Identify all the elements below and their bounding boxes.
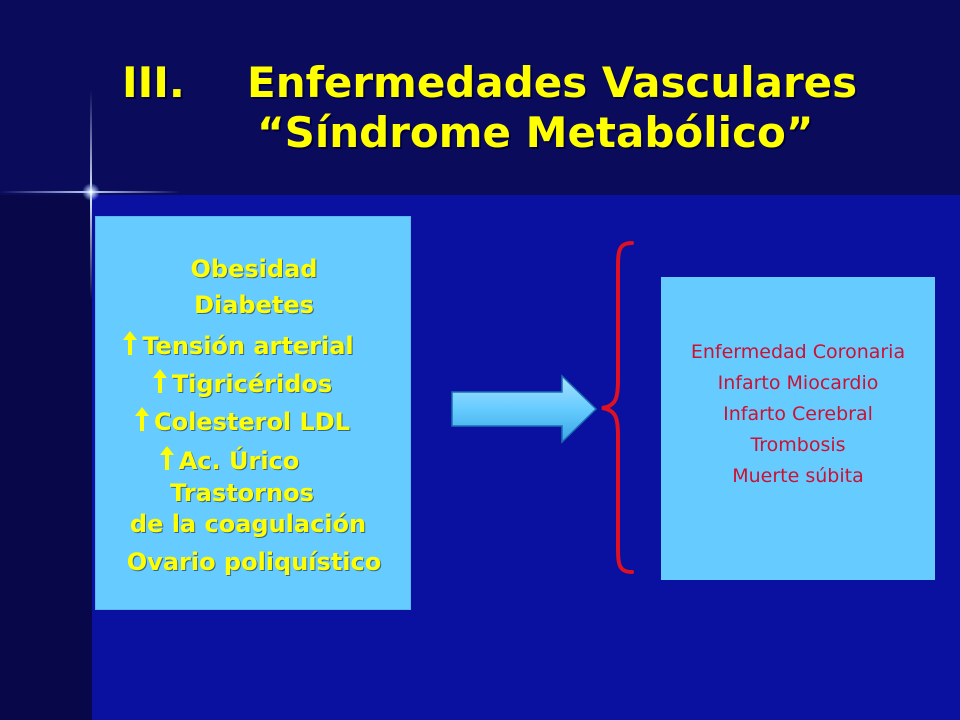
risk-factor-item: Obesidad [190,255,318,283]
title-line-2: “Síndrome Metabólico” [257,108,814,157]
up-arrow-icon [122,330,138,356]
risk-factor-item: Tigricéridos [84,368,400,398]
risk-factor-item: Ovario poliquístico [126,548,382,576]
curly-brace-icon [596,240,636,575]
risk-factor-item: Colesterol LDL [84,406,400,436]
risk-factor-item: Ac. Úrico [71,445,387,475]
light-flare-center [82,183,100,201]
up-arrow-icon [159,445,175,471]
right-arrow-icon [450,374,598,444]
outcome-item: Infarto Miocardio [717,372,879,394]
risk-factor-item: de la coagulación [129,510,367,538]
risk-factor-item: Tensión arterial [80,330,396,360]
slide-title [122,58,942,158]
risk-factors-box [95,216,411,610]
outcome-item: Muerte súbita [732,465,864,487]
risk-factor-item: Trastornos [170,479,314,507]
outcome-item: Enfermedad Coronaria [690,341,906,363]
title-line-1: Enfermedades Vasculares [247,58,858,107]
up-arrow-icon [152,368,168,394]
outcomes-box [661,277,935,580]
up-arrow-icon [134,406,150,432]
outcome-item: Trombosis [750,434,846,456]
outcome-item: Infarto Cerebral [723,403,873,425]
risk-factor-item: Diabetes [194,291,314,319]
title-number: III. [122,58,185,107]
